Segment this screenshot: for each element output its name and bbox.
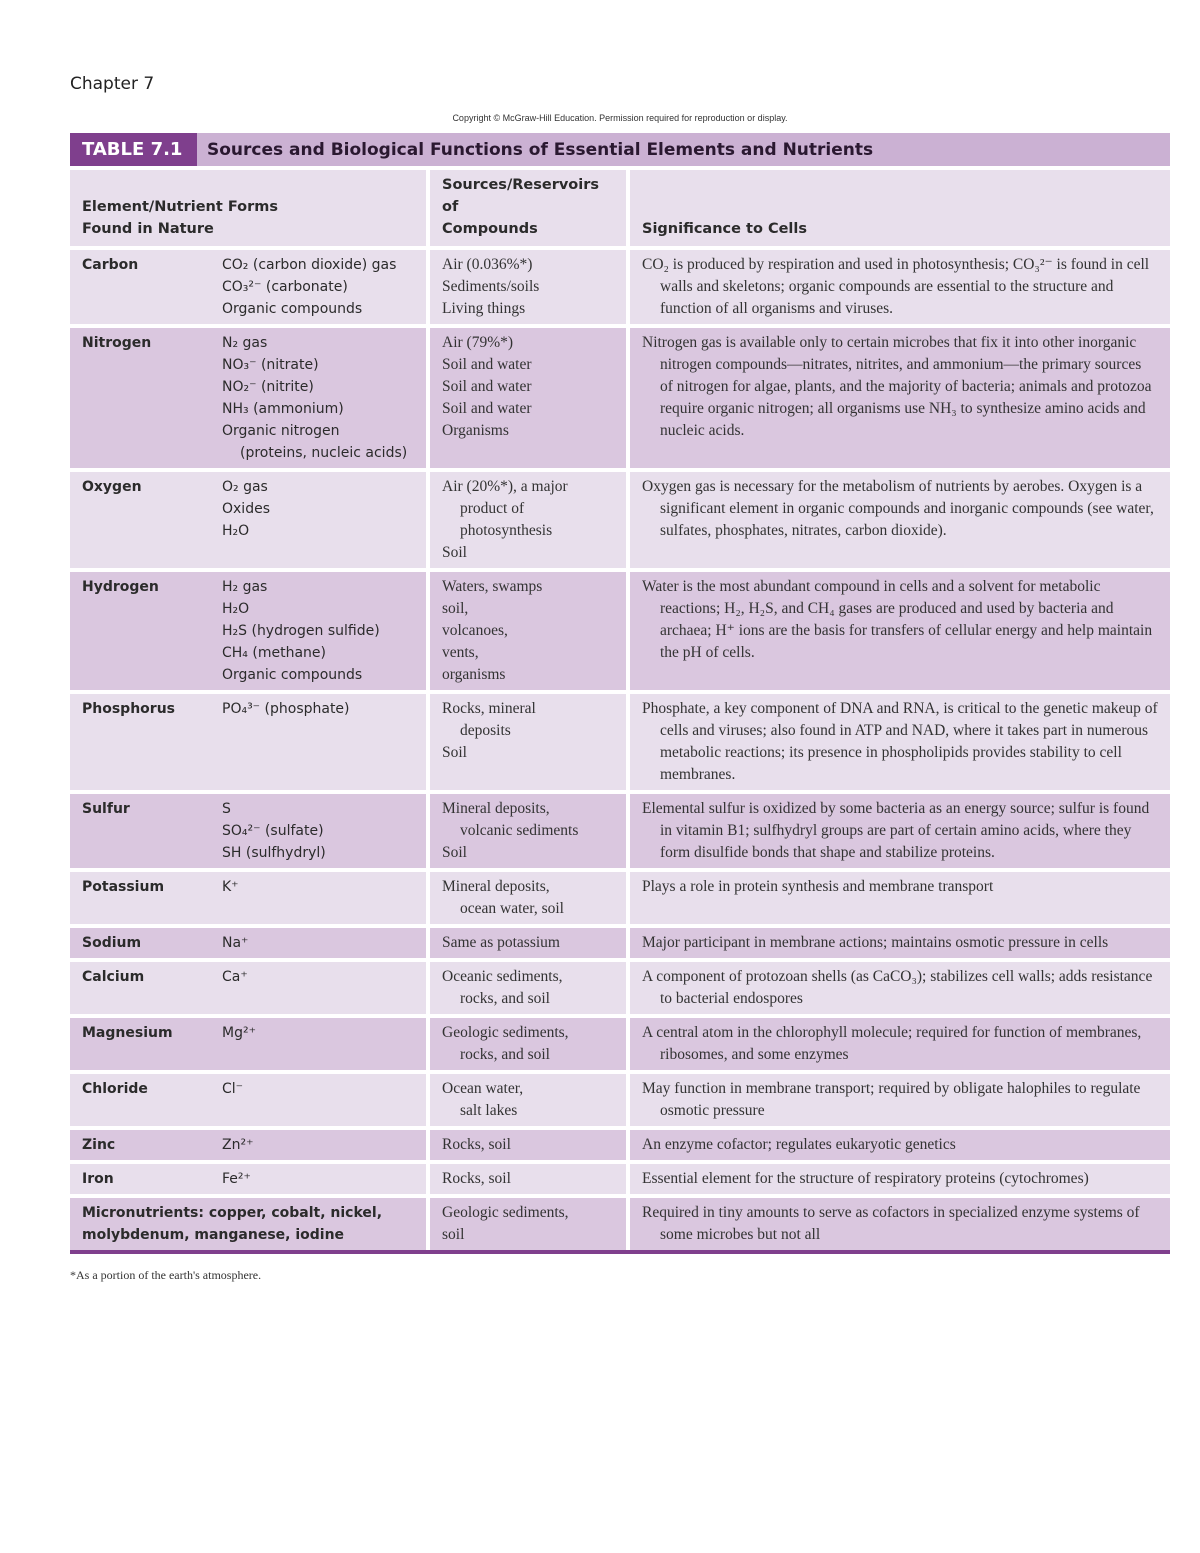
element-sources bbox=[428, 326, 628, 470]
form-item: SO₄²⁻ (sulfate) bbox=[222, 823, 324, 839]
element-significance bbox=[628, 1016, 1170, 1072]
header-sources: Sources/Reservoirs of Compounds bbox=[428, 170, 628, 248]
form-item: CO₃²⁻ (carbonate) bbox=[222, 279, 348, 295]
source-item: Mineral deposits, bbox=[442, 878, 550, 895]
element-name: Carbon bbox=[70, 248, 210, 326]
element-name: Zinc bbox=[70, 1128, 210, 1162]
element-name: Micronutrients: copper, cobalt, nickel, molybdenum, manganese, iodine bbox=[70, 1196, 428, 1252]
element-name: Magnesium bbox=[70, 1016, 210, 1072]
form-item: (proteins, nucleic acids) bbox=[240, 445, 408, 461]
source-item: Soil and water bbox=[442, 356, 532, 373]
table-row bbox=[70, 960, 1170, 1016]
source-item: photosynthesis bbox=[460, 522, 553, 539]
element-sources bbox=[428, 960, 628, 1016]
source-item: Soil bbox=[442, 844, 467, 861]
source-item: volcanic sediments bbox=[460, 822, 579, 839]
table-title-bar bbox=[70, 133, 1170, 166]
element-significance bbox=[628, 792, 1170, 870]
significance-text: Phosphate, a key component of DNA and RNA, is critical to the genetic makeup of cells and viruses; also found in ATP and NAD, where it takes part in numerous metabolic reactions; its presence in phospholipids provides stability to cell membranes. bbox=[642, 700, 1158, 783]
source-item: Rocks, soil bbox=[442, 1170, 511, 1187]
source-item: Geologic sediments, bbox=[442, 1204, 569, 1221]
table-row bbox=[70, 470, 1170, 570]
element-name: Oxygen bbox=[70, 470, 210, 570]
element-forms bbox=[210, 692, 428, 792]
form-item: Cl⁻ bbox=[222, 1081, 244, 1097]
source-item: rocks, and soil bbox=[460, 1046, 550, 1063]
source-item: product of bbox=[460, 500, 525, 517]
form-item: H₂O bbox=[222, 601, 250, 617]
significance-text: May function in membrane transport; required by obligate halophiles to regulate osmotic pressure bbox=[642, 1080, 1141, 1119]
table-row bbox=[70, 692, 1170, 792]
element-name: Phosphorus bbox=[70, 692, 210, 792]
significance-text: A component of protozoan shells (as CaCO₃); stabilizes cell walls; adds resistance to bacterial endospores bbox=[642, 968, 1153, 1007]
element-name: Sulfur bbox=[70, 792, 210, 870]
source-item: soil bbox=[442, 1226, 465, 1243]
source-item: Sediments/soils bbox=[442, 278, 540, 295]
table-row bbox=[70, 1072, 1170, 1128]
significance-text: Major participant in membrane actions; maintains osmotic pressure in cells bbox=[642, 934, 1109, 951]
significance-text: Plays a role in protein synthesis and membrane transport bbox=[642, 878, 994, 895]
element-sources bbox=[428, 692, 628, 792]
significance-text: Elemental sulfur is oxidized by some bacteria as an energy source; sulfur is found in vitamin B1; sulfhydryl groups are part of certain amino acids, where they form disulfide bonds that shape and stabilize proteins. bbox=[642, 800, 1150, 861]
source-item: volcanoes, bbox=[442, 622, 508, 639]
element-forms bbox=[210, 248, 428, 326]
table-row bbox=[70, 1016, 1170, 1072]
source-item: Same as potassium bbox=[442, 934, 560, 951]
element-sources bbox=[428, 470, 628, 570]
form-item: Ca⁺ bbox=[222, 969, 248, 985]
source-item: Soil and water bbox=[442, 400, 532, 417]
element-name: Chloride bbox=[70, 1072, 210, 1128]
element-name: Potassium bbox=[70, 870, 210, 926]
form-item: NO₃⁻ (nitrate) bbox=[222, 357, 319, 373]
table-row bbox=[70, 792, 1170, 870]
source-item: Oceanic sediments, bbox=[442, 968, 563, 985]
form-item: K⁺ bbox=[222, 879, 239, 895]
source-item: soil, bbox=[442, 600, 469, 617]
source-item: Air (79%*) bbox=[442, 334, 514, 351]
header-forms: Element/Nutrient Forms Found in Nature bbox=[70, 170, 428, 248]
table-row bbox=[70, 1162, 1170, 1196]
element-name: Iron bbox=[70, 1162, 210, 1196]
table-body bbox=[70, 248, 1170, 1252]
form-item: H₂ gas bbox=[222, 579, 268, 595]
elements-table bbox=[70, 170, 1170, 1254]
element-significance bbox=[628, 1162, 1170, 1196]
table-row bbox=[70, 326, 1170, 470]
significance-text: CO₂ is produced by respiration and used in photosynthesis; CO₃²⁻ is found in cell walls and skeletons; organic compounds are essential to the structure and function of all organisms and viruses. bbox=[642, 256, 1150, 317]
header-significance: Significance to Cells bbox=[628, 170, 1170, 248]
form-item: N₂ gas bbox=[222, 335, 268, 351]
element-name: Sodium bbox=[70, 926, 210, 960]
element-sources bbox=[428, 870, 628, 926]
element-significance bbox=[628, 1072, 1170, 1128]
element-significance bbox=[628, 248, 1170, 326]
table-row bbox=[70, 248, 1170, 326]
element-forms bbox=[210, 1128, 428, 1162]
source-item: Air (20%*), a major bbox=[442, 478, 568, 495]
element-significance bbox=[628, 1196, 1170, 1252]
element-sources bbox=[428, 1072, 628, 1128]
form-item: H₂O bbox=[222, 523, 250, 539]
element-forms bbox=[210, 1072, 428, 1128]
table-row bbox=[70, 1128, 1170, 1162]
element-significance bbox=[628, 870, 1170, 926]
source-item: vents, bbox=[442, 644, 479, 661]
element-sources bbox=[428, 1016, 628, 1072]
form-item: SH (sulfhydryl) bbox=[222, 845, 326, 861]
element-forms bbox=[210, 570, 428, 692]
significance-text: Nitrogen gas is available only to certain microbes that fix it into other inorganic nitrogen compounds—nitrates, nitrites, and ammonium—the primary sources of nitrogen for algae, plants, and the majority of bacteria; animals and protozoa require organic nitrogen; all organisms use NH₃ to synthesize amino acids and nucleic acids. bbox=[642, 334, 1152, 439]
element-sources bbox=[428, 248, 628, 326]
footnote: *As a portion of the earth's atmosphere. bbox=[70, 1268, 262, 1282]
source-item: Mineral deposits, bbox=[442, 800, 550, 817]
element-significance bbox=[628, 326, 1170, 470]
form-item: CO₂ (carbon dioxide) gas bbox=[222, 257, 397, 273]
element-sources bbox=[428, 792, 628, 870]
element-significance bbox=[628, 470, 1170, 570]
source-item: Soil bbox=[442, 744, 467, 761]
form-item: NH₃ (ammonium) bbox=[222, 401, 344, 417]
element-sources bbox=[428, 570, 628, 692]
form-item: Organic nitrogen bbox=[222, 423, 340, 439]
table-row bbox=[70, 870, 1170, 926]
form-item: S bbox=[222, 801, 231, 817]
element-significance bbox=[628, 692, 1170, 792]
element-forms bbox=[210, 870, 428, 926]
form-item: NO₂⁻ (nitrite) bbox=[222, 379, 314, 395]
element-name: Calcium bbox=[70, 960, 210, 1016]
form-item: Fe²⁺ bbox=[222, 1171, 251, 1187]
element-forms bbox=[210, 1016, 428, 1072]
form-item: CH₄ (methane) bbox=[222, 645, 326, 661]
form-item: Oxides bbox=[222, 501, 270, 517]
source-item: Rocks, mineral bbox=[442, 700, 536, 717]
form-item: H₂S (hydrogen sulfide) bbox=[222, 623, 380, 639]
table-number: TABLE 7.1 bbox=[70, 133, 197, 166]
source-item: Rocks, soil bbox=[442, 1136, 511, 1153]
source-item: Waters, swamps bbox=[442, 578, 543, 595]
chapter-label: Chapter 7 bbox=[70, 74, 155, 94]
element-forms bbox=[210, 1162, 428, 1196]
significance-text: Required in tiny amounts to serve as cofactors in specialized enzyme systems of some microbes but not all bbox=[642, 1204, 1140, 1243]
element-sources bbox=[428, 926, 628, 960]
form-item: O₂ gas bbox=[222, 479, 268, 495]
element-name: Nitrogen bbox=[70, 326, 210, 470]
element-significance bbox=[628, 960, 1170, 1016]
source-item: rocks, and soil bbox=[460, 990, 550, 1007]
table-row bbox=[70, 926, 1170, 960]
source-item: Air (0.036%*) bbox=[442, 256, 533, 273]
significance-text: Essential element for the structure of respiratory proteins (cytochromes) bbox=[642, 1170, 1089, 1187]
element-forms bbox=[210, 326, 428, 470]
source-item: Soil and water bbox=[442, 378, 532, 395]
significance-text: Oxygen gas is necessary for the metabolism of nutrients by aerobes. Oxygen is a significant element in organic compounds and inorganic compounds (see water, sulfates, phosphates, nitrates, carbon dioxide). bbox=[642, 478, 1154, 539]
significance-text: A central atom in the chlorophyll molecule; required for function of membranes, ribosomes, and some enzymes bbox=[642, 1024, 1142, 1063]
form-item: Mg²⁺ bbox=[222, 1025, 256, 1041]
element-forms bbox=[210, 792, 428, 870]
element-sources bbox=[428, 1128, 628, 1162]
significance-text: Water is the most abundant compound in cells and a solvent for metabolic reactions; H₂, H₂S, and CH₄ gases are produced and used by bacteria and archaea; H⁺ ions are the basis for transfers of cellular energy and help maintain the pH of cells. bbox=[642, 578, 1153, 661]
form-item: Zn²⁺ bbox=[222, 1137, 254, 1153]
element-forms bbox=[210, 470, 428, 570]
form-item: Organic compounds bbox=[222, 667, 363, 683]
table-row bbox=[70, 1196, 1170, 1252]
element-forms bbox=[210, 960, 428, 1016]
source-item: ocean water, soil bbox=[460, 900, 564, 917]
source-item: Ocean water, bbox=[442, 1080, 524, 1097]
form-item: PO₄³⁻ (phosphate) bbox=[222, 701, 350, 717]
table-container bbox=[70, 133, 1170, 1254]
form-item: Na⁺ bbox=[222, 935, 249, 951]
element-significance bbox=[628, 570, 1170, 692]
source-item: organisms bbox=[442, 666, 506, 683]
source-item: Living things bbox=[442, 300, 526, 317]
element-forms bbox=[210, 926, 428, 960]
source-item: salt lakes bbox=[460, 1102, 518, 1119]
significance-text: An enzyme cofactor; regulates eukaryotic genetics bbox=[642, 1136, 956, 1153]
form-item: Organic compounds bbox=[222, 301, 363, 317]
element-name: Hydrogen bbox=[70, 570, 210, 692]
table-title: Sources and Biological Functions of Essential Elements and Nutrients bbox=[207, 139, 874, 160]
element-sources bbox=[428, 1196, 628, 1252]
source-item: Geologic sediments, bbox=[442, 1024, 569, 1041]
source-item: deposits bbox=[460, 722, 511, 739]
source-item: Soil bbox=[442, 544, 467, 561]
element-sources bbox=[428, 1162, 628, 1196]
table-header-row bbox=[70, 170, 1170, 248]
element-significance bbox=[628, 1128, 1170, 1162]
copyright-notice: Copyright © McGraw-Hill Education. Permission required for reproduction or display. bbox=[452, 113, 788, 123]
element-significance bbox=[628, 926, 1170, 960]
table-row bbox=[70, 570, 1170, 692]
source-item: Organisms bbox=[442, 422, 509, 439]
